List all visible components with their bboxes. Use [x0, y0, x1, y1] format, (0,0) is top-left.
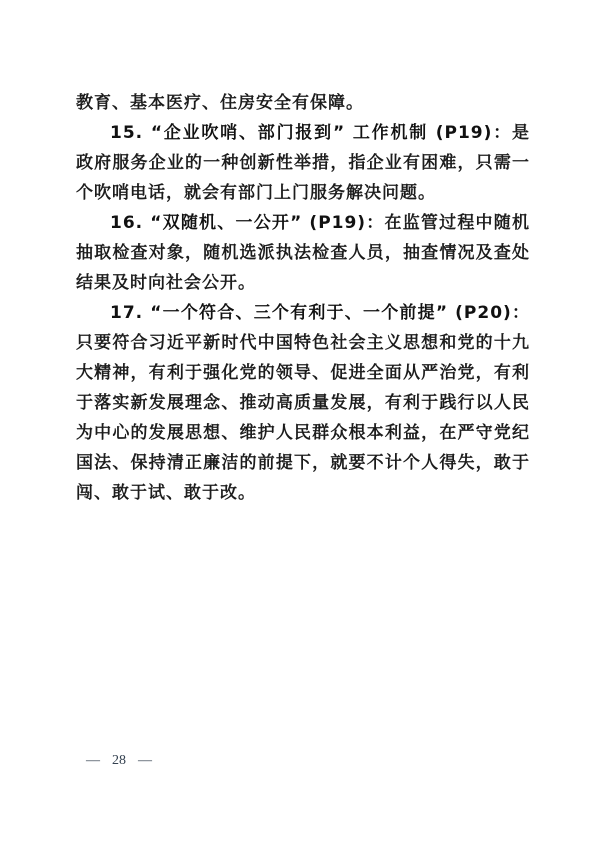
paragraph: [76, 88, 530, 118]
paragraph: [76, 208, 530, 298]
paragraph-body: 在监管过程中随机抽取检查对象，随机选派执法检查人员，抽查情况及查处结果及时向社会公开。: [76, 213, 530, 292]
text-block: [76, 88, 530, 508]
page-number: 28: [112, 753, 126, 768]
footer-dash-right: —: [138, 753, 152, 768]
paragraph-body: 只要符合习近平新时代中国特色社会主义思想和党的十九大精神，有利于强化党的领导、促进全面从严治党，有利于落实新发展理念、推动高质量发展，有利于践行以人民为中心的发展思想、维护人民群众根本利益，在严守党纪国法、保持清正廉洁的前提下，就要不计个人得失，敢于闯、敢于试、敢于改。: [76, 333, 530, 502]
term-heading: 15. “企业吹哨、部门报到” 工作机制 (P19)：: [110, 123, 512, 143]
paragraph: [76, 118, 530, 208]
footer-dash-left: —: [86, 753, 100, 768]
term-heading: 17. “一个符合、三个有利于、一个前提” (P20)：: [110, 303, 530, 323]
paragraph-body: 教育、基本医疗、住房安全有保障。: [76, 93, 364, 112]
term-heading: 16. “双随机、一公开” (P19)：: [110, 213, 385, 233]
paragraph-body: 是政府服务企业的一种创新性举措，指企业有困难，只需一个吹哨电话，就会有部门上门服务解决问题。: [76, 123, 530, 202]
page-footer: [80, 752, 158, 770]
paragraph: [76, 298, 530, 508]
